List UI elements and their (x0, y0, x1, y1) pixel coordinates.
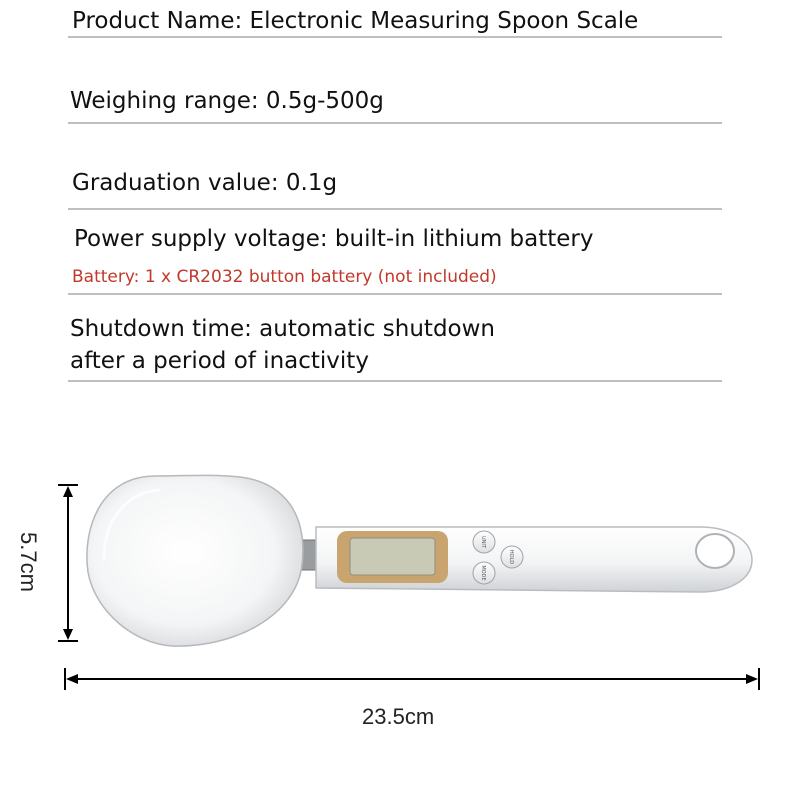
product-name-text: Product Name: Electronic Measuring Spoon Scale (72, 8, 639, 34)
lcd-screen (350, 538, 435, 575)
width-label: 5.7cm (16, 532, 41, 592)
spoon-bowl (87, 475, 303, 646)
weighing-range-text: Weighing range: 0.5g-500g (70, 88, 384, 114)
shutdown-text-line1: Shutdown time: automatic shutdown (70, 316, 496, 342)
shutdown-text-line2: after a period of inactivity (70, 348, 369, 374)
power-supply-text: Power supply voltage: built-in lithium battery (74, 226, 594, 252)
mode-button-label: MODE (480, 565, 486, 581)
height-dimension-arrow (58, 485, 78, 641)
hold-button-label: HOLD (508, 549, 514, 565)
graduation-value-text: Graduation value: 0.1g (72, 170, 338, 196)
length-label: 23.5cm (362, 704, 435, 729)
battery-note: Battery: 1 x CR2032 button battery (not included) (72, 267, 497, 287)
unit-button-label: UNIT (480, 536, 486, 548)
length-dimension-arrow (65, 668, 759, 690)
hang-hole (696, 534, 734, 568)
